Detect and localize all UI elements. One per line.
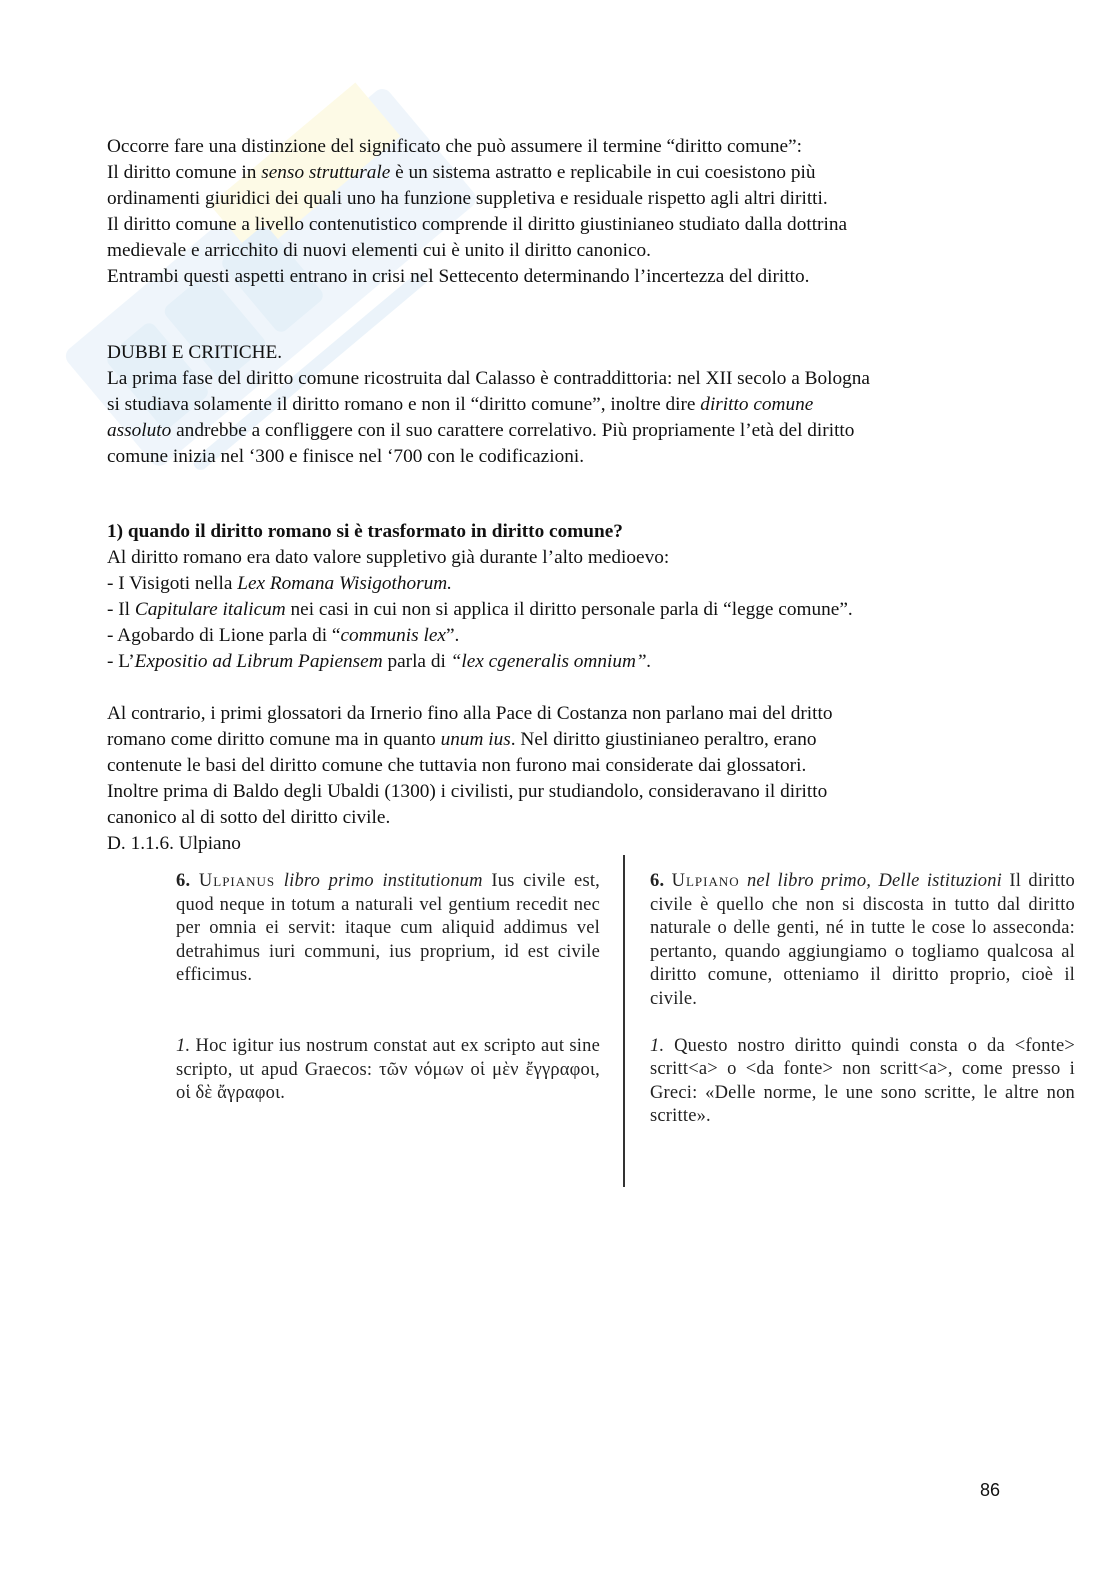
- paragraph-number: 6.: [176, 871, 191, 891]
- text: Il diritto comune a livello contenutistico comprende il diritto giustinianeo studiato dalla dottrina: [107, 214, 848, 235]
- text-line: La prima fase del diritto comune ricostruita dal Calasso è contraddittoria: nel XII secolo a Bologna: [107, 368, 870, 389]
- paragraph-number: 6.: [650, 871, 665, 891]
- text: - Agobardo di Lione parla di “: [107, 625, 341, 646]
- bullet-item: [107, 597, 853, 623]
- source-title: libro primo institutionum: [283, 871, 483, 891]
- bullet-item: [107, 623, 853, 649]
- source-title: nel libro primo, Delle istituzioni: [746, 871, 1003, 891]
- text: Ius civile est, quod neque in totum a naturali vel gentium recedit nec per omnia ei servit: itaque cum aliquid addimus vel detrahimus iuri communi, ius proprium, id est civile efficimus.: [176, 871, 601, 986]
- author: Ulpiano: [671, 871, 740, 891]
- text: nei casi in cui non si applica il diritto personale parla di “legge comune”.: [285, 599, 853, 620]
- text: ordinamenti giuridici dei quali uno ha funzione suppletiva e residuale rispetto agli altri diritti.: [107, 188, 828, 209]
- dubbi-section: [107, 340, 870, 470]
- source-reference: D. 1.1.6. Ulpiano: [107, 833, 241, 854]
- text-line: Inoltre prima di Baldo degli Ubaldi (1300) i civilisti, pur studiandolo, consideravano il diritto: [107, 781, 828, 802]
- italian-paragraph: [650, 870, 1075, 1012]
- text: - Il: [107, 599, 135, 620]
- latin-column: [176, 870, 600, 1129]
- text: si studiava solamente il diritto romano e non il “diritto comune”, inoltre dire: [107, 394, 701, 415]
- intro-paragraph: [107, 134, 847, 290]
- text: Il diritto civile è quello che non si discosta in tutto dal diritto naturale o delle genti, né in tutte le cose lo asseconda: pertanto, quando aggiungiamo o togliamo qualcosa al diritto comune, otteniamo il diritto proprio, cioè il civile.: [650, 871, 1076, 1009]
- text-line: [107, 264, 847, 290]
- text: andrebbe a confliggere con il suo carattere correlativo. Più propriamente l’età del diritto: [171, 420, 855, 441]
- text-line: [107, 212, 847, 238]
- italic-term: senso strutturale: [261, 162, 391, 183]
- text-line: [107, 392, 870, 418]
- text: è un sistema astratto e replicabile in cui coesistono più: [390, 162, 816, 183]
- text-line: [107, 418, 870, 444]
- bullet-item: [107, 649, 853, 675]
- latin-paragraph: [176, 1035, 600, 1106]
- text: parla di: [382, 651, 451, 672]
- italic-term: Capitulare italicum: [134, 599, 286, 620]
- page-number: 86: [980, 1480, 1001, 1500]
- text-line: [107, 727, 853, 753]
- text: ”.: [445, 625, 460, 646]
- text: Hoc igitur ius nostrum constat aut ex scripto aut sine scripto, ut apud Graecos: τῶν νόμων οἱ μὲν ἔγγραφοι, οἱ δὲ ἄγραφοι.: [176, 1035, 601, 1104]
- text-line: contenute le basi del diritto comune che tuttavia non furono mai considerate dai glossatori.: [107, 755, 807, 776]
- italic-term: Expositio ad Librum Papiensem: [134, 651, 383, 672]
- question-section: [107, 519, 853, 857]
- section-heading: DUBBI E CRITICHE.: [107, 342, 283, 363]
- text-line: [107, 186, 847, 212]
- text-line: canonico al di sotto del diritto civile.: [107, 807, 391, 828]
- italic-term: assoluto: [107, 420, 172, 441]
- text: Entrambi questi aspetti entrano in crisi nel Settecento determinando l’incertezza del diritto.: [107, 266, 810, 287]
- paragraph-number: 1.: [176, 1035, 191, 1056]
- paragraph-number: 1.: [650, 1035, 665, 1056]
- italic-term: Lex Romana Wisigothorum.: [237, 573, 453, 594]
- italian-paragraph: [650, 1035, 1075, 1129]
- text: medievale e arricchito di nuovi elementi cui è unito il diritto canonico.: [107, 240, 651, 261]
- question-heading: 1) quando il diritto romano si è trasformato in diritto comune?: [107, 521, 623, 542]
- text-line: [107, 238, 847, 264]
- text: - I Visigoti nella: [107, 573, 238, 594]
- text-line: Al contrario, i primi glossatori da Irnerio fino alla Pace di Costanza non parlano mai del dritto: [107, 703, 833, 724]
- bullet-item: [107, 571, 853, 597]
- text: - L’: [107, 651, 135, 672]
- text-line: comune inizia nel ‘300 e finisce nel ‘700 con le codificazioni.: [107, 446, 585, 467]
- author: Ulpianus: [198, 871, 276, 891]
- spacer: [107, 675, 853, 701]
- text: Il diritto comune in: [107, 162, 262, 183]
- text: Questo nostro diritto quindi consta o da <fonte> scritt<a> o <da fonte> non scritt<a>, come presso i Greci: «Delle norme, le une sono scritte, le altre non scritte».: [650, 1035, 1075, 1127]
- text: romano come diritto comune ma in quanto: [107, 729, 441, 750]
- text: Occorre fare una distinzione del significato che può assumere il termine “diritto comune”:: [107, 136, 802, 157]
- column-divider: [623, 855, 625, 1187]
- italic-term: “lex cgeneralis omnium”.: [450, 651, 652, 672]
- text-line: [107, 134, 847, 160]
- text-line: Al diritto romano era dato valore suppletivo già durante l’alto medioevo:: [107, 547, 670, 568]
- italic-term: diritto comune: [700, 394, 814, 415]
- text: . Nel diritto giustinianeo peraltro, erano: [510, 729, 817, 750]
- latin-paragraph: [176, 870, 600, 988]
- italian-column: [650, 870, 1075, 1152]
- text-line: [107, 160, 847, 186]
- italic-term: unum ius: [440, 729, 511, 750]
- italic-term: communis lex: [340, 625, 446, 646]
